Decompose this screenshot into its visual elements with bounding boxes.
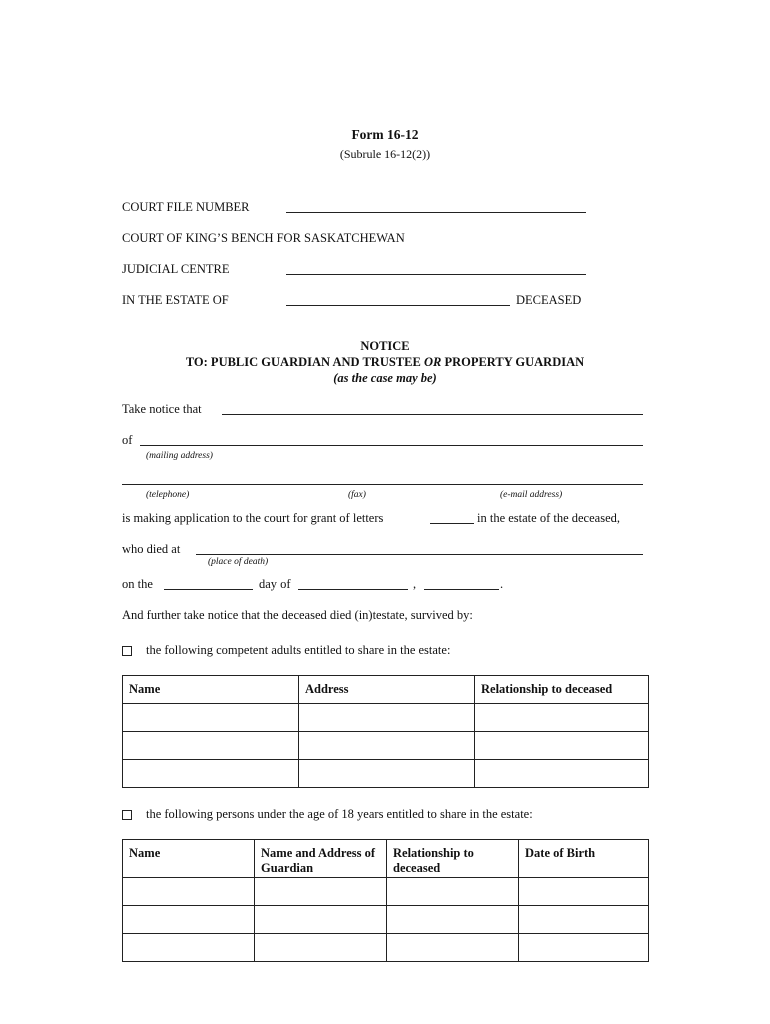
table-cell[interactable] [123, 760, 299, 788]
notice-recipient: TO: PUBLIC GUARDIAN AND TRUSTEE OR PROPERTY GUARDIAN [185, 355, 585, 369]
mailing-address-field[interactable] [140, 445, 643, 446]
table-header: Name [123, 840, 255, 878]
judicial-centre-field[interactable] [286, 274, 586, 275]
table-cell[interactable] [123, 732, 299, 760]
table-cell[interactable] [475, 760, 649, 788]
table-cell[interactable] [475, 704, 649, 732]
letters-type-field[interactable] [430, 523, 474, 524]
death-month-field[interactable] [298, 589, 408, 590]
table-row [123, 704, 649, 732]
adults-checkbox[interactable] [122, 646, 132, 656]
further-notice-text: And further take notice that the deceased died (in)testate, survived by: [122, 608, 473, 622]
table-header: Relationship to deceased [387, 840, 519, 878]
minors-checkbox[interactable] [122, 810, 132, 820]
table-cell[interactable] [475, 732, 649, 760]
table-cell[interactable] [123, 934, 255, 962]
place-of-death-field[interactable] [196, 554, 643, 555]
table-cell[interactable] [387, 906, 519, 934]
place-of-death-caption: (place of death) [208, 557, 269, 567]
table-header: Relationship to deceased [475, 676, 649, 704]
of-label: of [122, 433, 133, 447]
form-title: Form 16-12 [351, 127, 419, 142]
applicant-name-field[interactable] [222, 414, 643, 415]
table-cell[interactable] [519, 934, 649, 962]
death-day-field[interactable] [164, 589, 253, 590]
table-header: Date of Birth [519, 840, 649, 878]
court-file-number-field[interactable] [286, 212, 586, 213]
date-comma: , [413, 577, 417, 591]
table-row [123, 906, 649, 934]
application-text: is making application to the court for grant of letters [122, 511, 384, 525]
table-cell[interactable] [299, 704, 475, 732]
table-row [123, 934, 649, 962]
table-header: Name [123, 676, 299, 704]
date-period: . [500, 577, 504, 591]
telephone-caption: (telephone) [146, 490, 190, 500]
fax-caption: (fax) [348, 490, 366, 500]
contact-field[interactable] [122, 484, 643, 485]
table-cell[interactable] [387, 878, 519, 906]
table-row [123, 760, 649, 788]
table-cell[interactable] [255, 934, 387, 962]
minors-option-label: the following persons under the age of 18 years entitled to share in the estate: [146, 807, 533, 821]
subrule: (Subrule 16-12(2)) [339, 147, 431, 161]
notice-title: NOTICE [360, 339, 410, 353]
table-cell[interactable] [519, 878, 649, 906]
estate-label: IN THE ESTATE OF [122, 293, 229, 307]
death-year-field[interactable] [424, 589, 499, 590]
table-cell[interactable] [255, 906, 387, 934]
application-text-end: in the estate of the deceased, [477, 511, 620, 525]
table-cell[interactable] [123, 878, 255, 906]
minors-table [122, 839, 649, 962]
table-cell[interactable] [519, 906, 649, 934]
who-died-at-label: who died at [122, 542, 181, 556]
email-caption: (e-mail address) [500, 490, 563, 500]
table-row [123, 878, 649, 906]
table-header: Name and Address of Guardian [255, 840, 387, 878]
deceased-label: DECEASED [516, 293, 582, 307]
table-cell[interactable] [299, 732, 475, 760]
table-row [123, 732, 649, 760]
adults-table [122, 675, 649, 788]
case-note: (as the case may be) [333, 371, 437, 385]
day-of-label: day of [259, 577, 291, 591]
court-file-label: COURT FILE NUMBER [122, 200, 250, 214]
table-cell[interactable] [123, 704, 299, 732]
table-cell[interactable] [299, 760, 475, 788]
table-cell[interactable] [123, 906, 255, 934]
table-cell[interactable] [255, 878, 387, 906]
table-cell[interactable] [387, 934, 519, 962]
court-name: COURT OF KING’S BENCH FOR SASKATCHEWAN [122, 231, 405, 245]
adults-option-label: the following competent adults entitled to share in the estate: [146, 643, 451, 657]
mailing-address-caption: (mailing address) [146, 451, 213, 461]
estate-name-field[interactable] [286, 305, 510, 306]
judicial-centre-label: JUDICIAL CENTRE [122, 262, 230, 276]
on-the-label: on the [122, 577, 153, 591]
table-header: Address [299, 676, 475, 704]
take-notice-label: Take notice that [122, 402, 202, 416]
